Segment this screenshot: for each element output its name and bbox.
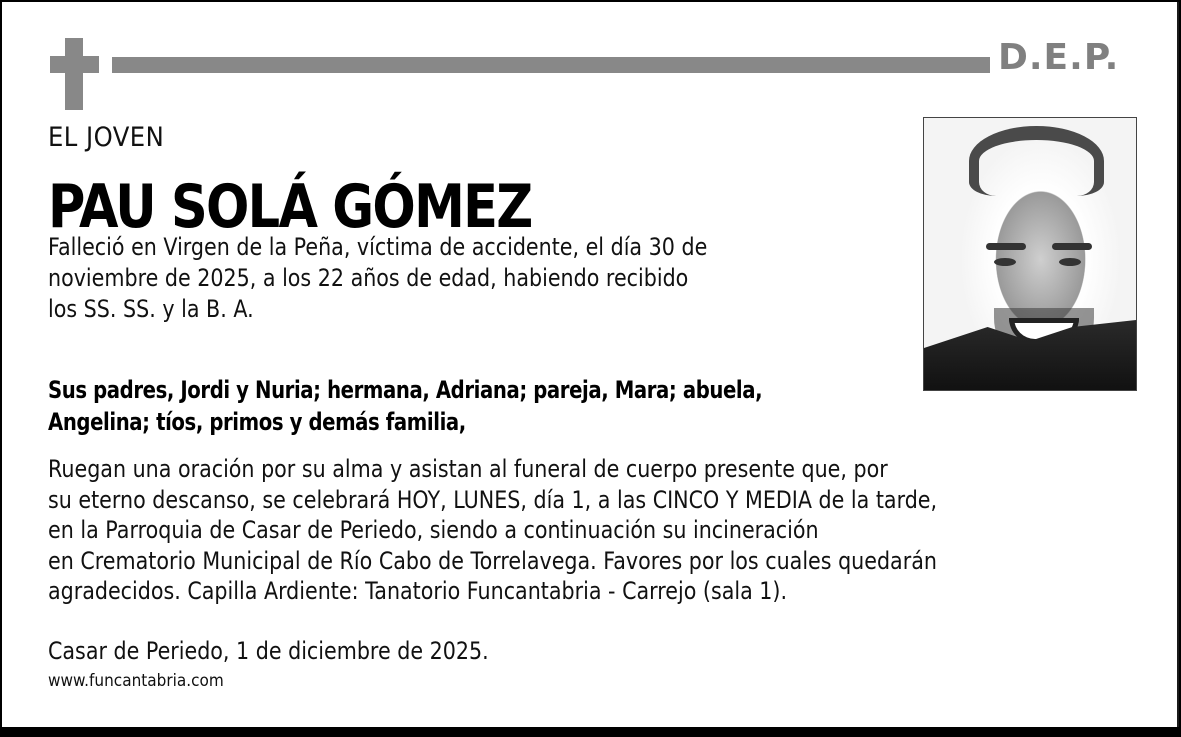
- photo-brow-left: [986, 243, 1026, 250]
- website-link[interactable]: www.funcantabria.com: [48, 671, 224, 691]
- funeral-line: en la Parroquia de Casar de Periedo, siendo a continuación su incineración: [48, 516, 819, 544]
- header-rule: [112, 57, 990, 73]
- funeral-paragraph: [48, 454, 937, 607]
- death-notice-paragraph: [48, 232, 707, 325]
- photo-eye-left: [994, 258, 1016, 266]
- funeral-line: en Crematorio Municipal de Río Cabo de Torrelavega. Favores por los cuales quedarán: [48, 546, 937, 575]
- deceased-name: PAU SOLÁ GÓMEZ: [48, 172, 532, 242]
- photo-hair: [969, 126, 1104, 196]
- portrait-photo: [923, 117, 1137, 391]
- deceased-prefix: EL JOVEN: [48, 122, 165, 153]
- funeral-line: agradecidos. Capilla Ardiente: Tanatorio Funcantabria - Carrejo (sala 1).: [48, 577, 788, 605]
- funeral-line: Ruegan una oración por su alma y asistan al funeral de cuerpo presente que, por: [48, 455, 888, 483]
- death-notice-line: noviembre de 2025, a los 22 años de edad, habiendo recibido: [48, 264, 689, 292]
- place-date: Casar de Periedo, 1 de diciembre de 2025.: [48, 637, 489, 665]
- funeral-line: su eterno descanso, se celebrará HOY, LUNES, día 1, a las CINCO Y MEDIA de la tarde,: [48, 485, 938, 514]
- family-line: Sus padres, Jordi y Nuria; hermana, Adriana; pareja, Mara; abuela,: [48, 376, 763, 404]
- family-line: Angelina; tíos, primos y demás familia,: [48, 408, 466, 436]
- cross-vertical-bar: [65, 38, 83, 110]
- dep-label: D.E.P.: [998, 37, 1120, 78]
- family-paragraph: [48, 374, 762, 438]
- death-notice-line: los SS. SS. y la B. A.: [48, 295, 254, 323]
- photo-brow-right: [1052, 243, 1092, 250]
- cross-horizontal-bar: [50, 56, 99, 73]
- photo-eye-right: [1059, 258, 1081, 266]
- obituary-card: [2, 2, 1179, 727]
- death-notice-line: Falleció en Virgen de la Peña, víctima de accidente, el día 30 de: [48, 233, 708, 261]
